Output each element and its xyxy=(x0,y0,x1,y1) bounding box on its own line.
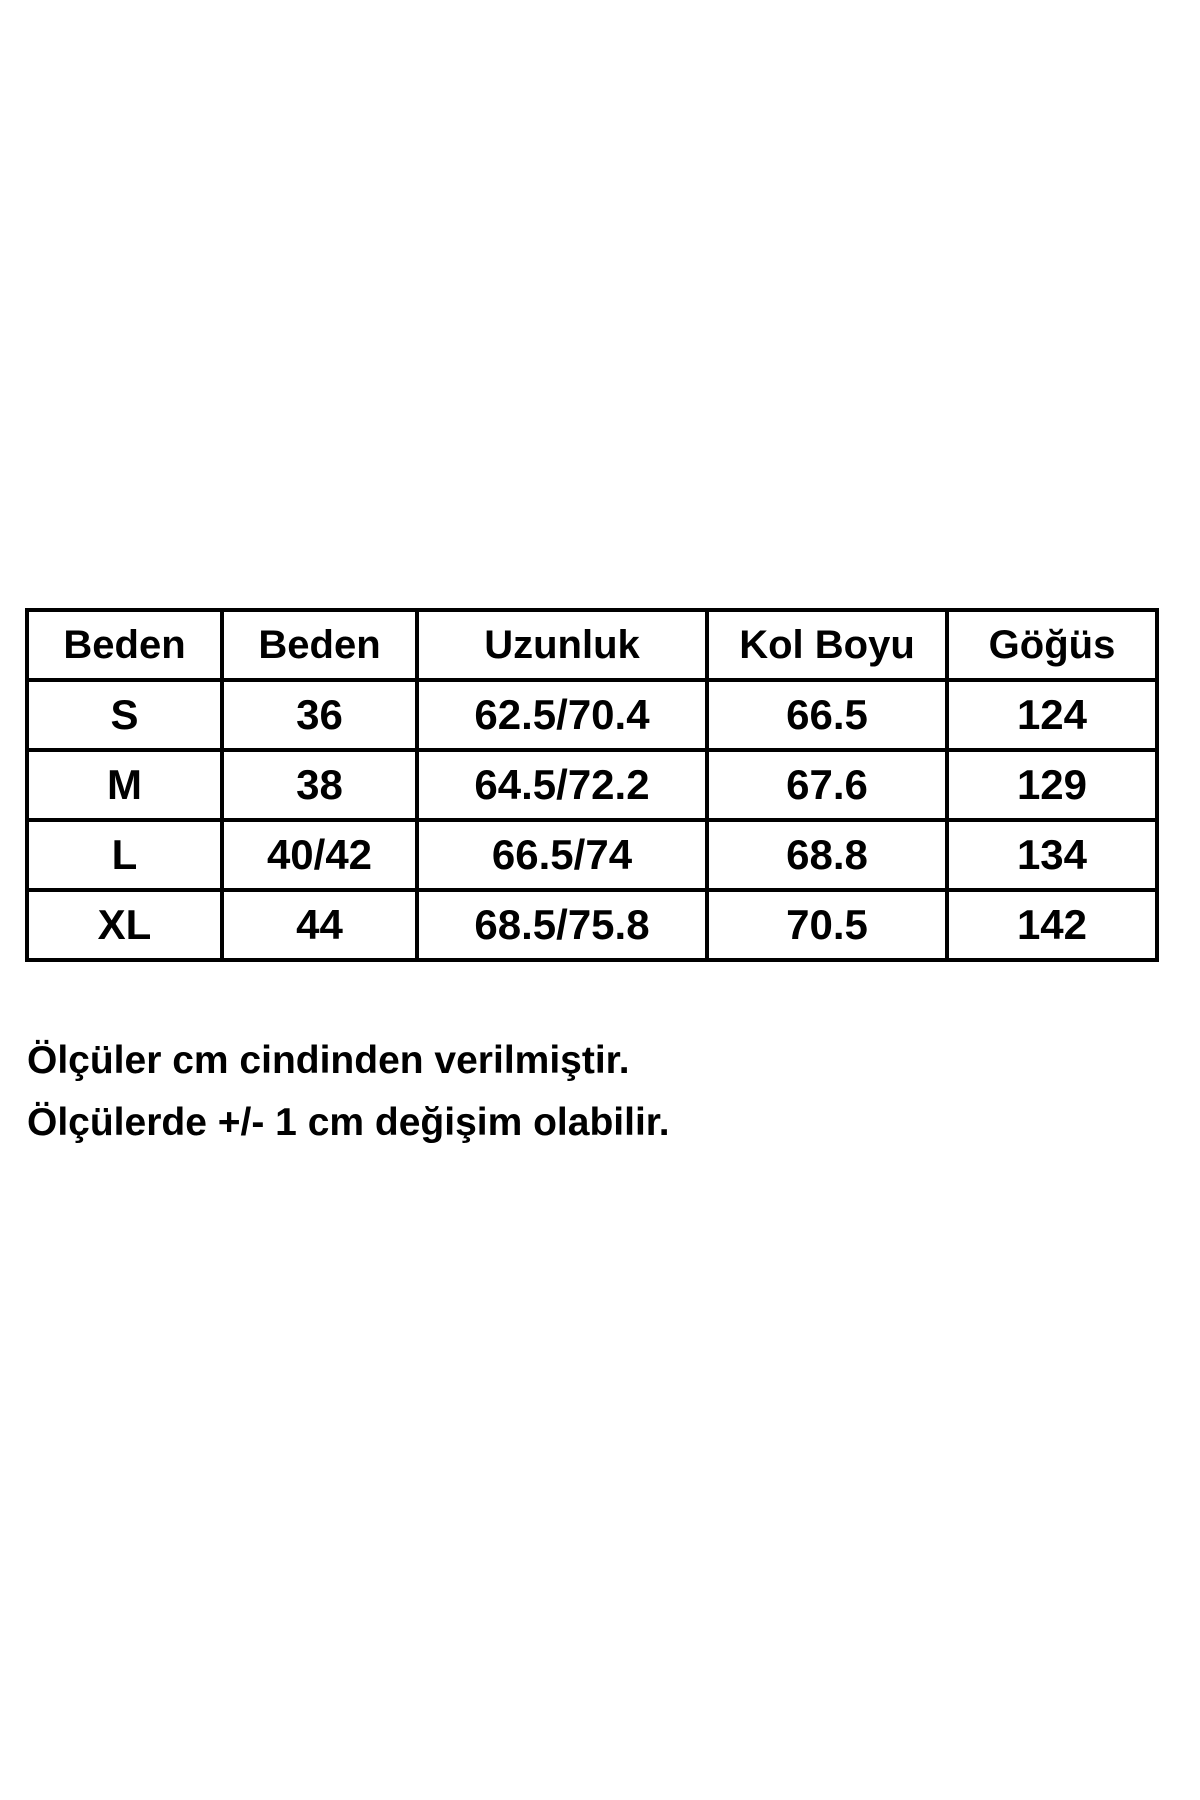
table-row xyxy=(27,820,1157,890)
cell-chest: 134 xyxy=(947,820,1157,890)
cell-size-number: 44 xyxy=(222,890,417,960)
cell-sleeve-length: 66.5 xyxy=(707,680,947,750)
table-header-row xyxy=(27,610,1157,680)
cell-size-number: 40/42 xyxy=(222,820,417,890)
cell-size-letter: L xyxy=(27,820,222,890)
size-table xyxy=(25,608,1159,962)
cell-sleeve-length: 70.5 xyxy=(707,890,947,960)
cell-length: 64.5/72.2 xyxy=(417,750,707,820)
cell-sleeve-length: 67.6 xyxy=(707,750,947,820)
table-row xyxy=(27,680,1157,750)
cell-chest: 124 xyxy=(947,680,1157,750)
cell-sleeve-length: 68.8 xyxy=(707,820,947,890)
measurement-notes xyxy=(27,1030,1127,1154)
cell-size-number: 38 xyxy=(222,750,417,820)
column-header-chest: Göğüs xyxy=(947,610,1157,680)
cell-size-letter: M xyxy=(27,750,222,820)
cell-size-number: 36 xyxy=(222,680,417,750)
column-header-size-letter: Beden xyxy=(27,610,222,680)
size-table-container xyxy=(25,608,1155,962)
cell-size-letter: XL xyxy=(27,890,222,960)
column-header-length: Uzunluk xyxy=(417,610,707,680)
column-header-size-number: Beden xyxy=(222,610,417,680)
cell-size-letter: S xyxy=(27,680,222,750)
cell-chest: 142 xyxy=(947,890,1157,960)
cell-length: 66.5/74 xyxy=(417,820,707,890)
cell-chest: 129 xyxy=(947,750,1157,820)
note-line-tolerance: Ölçülerde +/- 1 cm değişim olabilir. xyxy=(27,1101,670,1144)
cell-length: 68.5/75.8 xyxy=(417,890,707,960)
note-line-units: Ölçüler cm cindinden verilmiştir. xyxy=(27,1039,630,1082)
table-row xyxy=(27,750,1157,820)
table-row xyxy=(27,890,1157,960)
cell-length: 62.5/70.4 xyxy=(417,680,707,750)
column-header-sleeve-length: Kol Boyu xyxy=(707,610,947,680)
